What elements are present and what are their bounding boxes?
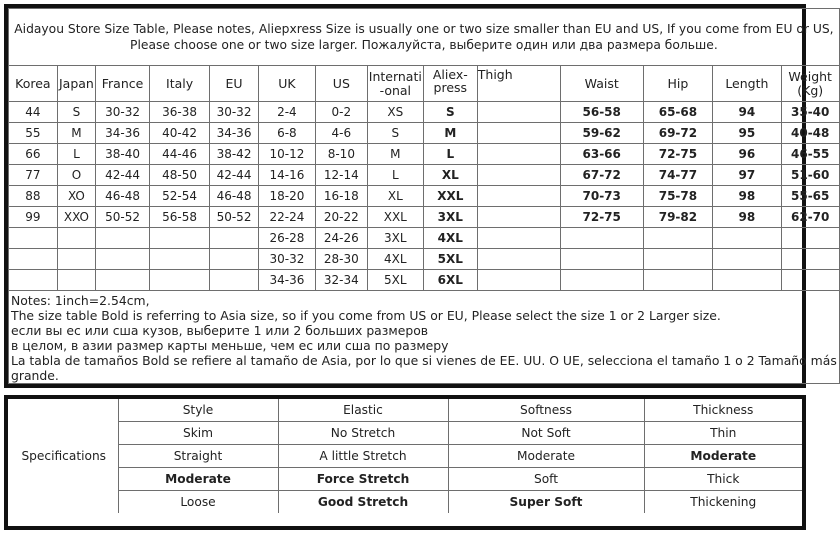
cell-hip xyxy=(643,249,712,270)
header-international-line2: -onal xyxy=(379,82,412,98)
spec-cell-softness: Not Soft xyxy=(448,422,644,445)
cell-korea xyxy=(9,228,58,249)
cell-eu xyxy=(210,228,259,249)
cell-waist: 56-58 xyxy=(560,102,643,123)
cell-korea: 77 xyxy=(9,165,58,186)
cell-hip: 79-82 xyxy=(643,207,712,228)
cell-waist: 59-62 xyxy=(560,123,643,144)
cell-length xyxy=(713,228,781,249)
cell-waist: 63-66 xyxy=(560,144,643,165)
cell-waist xyxy=(560,270,643,291)
cell-thigh xyxy=(477,270,560,291)
spec-cell-thickness: Moderate xyxy=(644,445,802,468)
cell-length: 96 xyxy=(713,144,781,165)
cell-italy: 48-50 xyxy=(150,165,210,186)
cell-hip: 65-68 xyxy=(643,102,712,123)
cell-weight: 62-70 xyxy=(781,207,839,228)
cell-italy: 36-38 xyxy=(150,102,210,123)
spec-cell-elastic: Good Stretch xyxy=(278,491,448,514)
cell-aliexpress: L xyxy=(423,144,477,165)
cell-length xyxy=(713,249,781,270)
cell-japan: S xyxy=(57,102,95,123)
spec-row xyxy=(10,399,802,422)
cell-intl: XS xyxy=(367,102,423,123)
cell-korea xyxy=(9,270,58,291)
title-line: Aidayou Store Size Table, Please notes, Aliepxress Size is usually one or two size smaller than EU and US, If you come from EU or US, xyxy=(14,22,834,36)
cell-aliexpress: 6XL xyxy=(423,270,477,291)
spec-cell-style: Loose xyxy=(118,491,278,514)
cell-us: 8-10 xyxy=(315,144,367,165)
table-row xyxy=(9,249,840,270)
cell-eu: 30-32 xyxy=(210,102,259,123)
cell-intl: 5XL xyxy=(367,270,423,291)
cell-aliexpress: 5XL xyxy=(423,249,477,270)
cell-waist: 72-75 xyxy=(560,207,643,228)
header-japan: Japan xyxy=(57,66,95,102)
spec-cell-thickness: Thickening xyxy=(644,491,802,514)
spec-cell-style: Moderate xyxy=(118,468,278,491)
cell-us: 0-2 xyxy=(315,102,367,123)
cell-eu: 34-36 xyxy=(210,123,259,144)
note-line: The size table Bold is referring to Asia size, so if you come from US or EU, Please select the size 1 or 2 Larger size. xyxy=(11,308,721,323)
table-row xyxy=(9,102,840,123)
cell-aliexpress: 4XL xyxy=(423,228,477,249)
cell-length xyxy=(713,270,781,291)
cell-intl: 4XL xyxy=(367,249,423,270)
cell-uk: 22-24 xyxy=(258,207,315,228)
cell-intl: L xyxy=(367,165,423,186)
header-waist: Waist xyxy=(560,66,643,102)
spec-cell-softness: Soft xyxy=(448,468,644,491)
table-row xyxy=(9,228,840,249)
spec-cell-softness: Super Soft xyxy=(448,491,644,514)
table-row xyxy=(9,270,840,291)
cell-thigh xyxy=(477,144,560,165)
cell-intl: S xyxy=(367,123,423,144)
cell-japan xyxy=(57,270,95,291)
cell-uk: 14-16 xyxy=(258,165,315,186)
cell-thigh xyxy=(477,228,560,249)
header-thigh: Thigh xyxy=(477,66,560,102)
cell-thigh xyxy=(477,249,560,270)
specifications-label: Specifications xyxy=(10,399,118,513)
header-international xyxy=(367,66,423,102)
cell-italy: 40-42 xyxy=(150,123,210,144)
specifications-table xyxy=(10,399,802,513)
spec-row xyxy=(10,445,802,468)
cell-uk: 2-4 xyxy=(258,102,315,123)
cell-italy xyxy=(150,249,210,270)
cell-hip xyxy=(643,270,712,291)
spec-cell-thickness: Thick xyxy=(644,468,802,491)
cell-japan: L xyxy=(57,144,95,165)
spec-row xyxy=(10,468,802,491)
cell-hip: 72-75 xyxy=(643,144,712,165)
cell-france: 38-40 xyxy=(96,144,150,165)
cell-waist: 70-73 xyxy=(560,186,643,207)
spec-cell-softness: Moderate xyxy=(448,445,644,468)
spec-cell-elastic: A little Stretch xyxy=(278,445,448,468)
note-line: La tabla de tamaños Bold se refiere al tamaño de Asia, por lo que si vienes de EE. UU. O UE, selecciona el tamaño 1 o 2 Tamaño más xyxy=(11,353,837,368)
header-eu: EU xyxy=(210,66,259,102)
header-us: US xyxy=(315,66,367,102)
cell-italy: 52-54 xyxy=(150,186,210,207)
header-international-line1: Internati xyxy=(368,68,422,84)
cell-waist xyxy=(560,228,643,249)
cell-hip: 74-77 xyxy=(643,165,712,186)
cell-uk: 30-32 xyxy=(258,249,315,270)
cell-weight xyxy=(781,249,839,270)
table-row xyxy=(9,207,840,228)
header-weight-line2: (Kg) xyxy=(797,82,824,98)
cell-waist xyxy=(560,249,643,270)
cell-korea xyxy=(9,249,58,270)
spec-row xyxy=(10,422,802,445)
spec-cell-thickness: Thin xyxy=(644,422,802,445)
cell-france: 50-52 xyxy=(96,207,150,228)
cell-thigh xyxy=(477,165,560,186)
cell-aliexpress: XL xyxy=(423,165,477,186)
cell-hip: 69-72 xyxy=(643,123,712,144)
cell-weight: 51-60 xyxy=(781,165,839,186)
spec-cell-style: Straight xyxy=(118,445,278,468)
cell-length: 94 xyxy=(713,102,781,123)
table-row xyxy=(9,123,840,144)
cell-eu: 46-48 xyxy=(210,186,259,207)
cell-weight xyxy=(781,270,839,291)
cell-hip: 75-78 xyxy=(643,186,712,207)
notes xyxy=(9,291,840,384)
cell-france xyxy=(96,270,150,291)
cell-us: 24-26 xyxy=(315,228,367,249)
cell-us: 20-22 xyxy=(315,207,367,228)
table-row xyxy=(9,165,840,186)
header-korea: Korea xyxy=(9,66,58,102)
cell-japan: O xyxy=(57,165,95,186)
table-title xyxy=(9,9,840,66)
title-line: Please choose one or two size larger. Пожалуйста, выберите один или два размера больше. xyxy=(130,38,718,52)
cell-intl: 3XL xyxy=(367,228,423,249)
spec-cell-thickness: Thickness xyxy=(644,399,802,422)
cell-japan xyxy=(57,249,95,270)
cell-italy: 56-58 xyxy=(150,207,210,228)
cell-france: 30-32 xyxy=(96,102,150,123)
cell-france: 46-48 xyxy=(96,186,150,207)
size-table xyxy=(8,8,840,384)
cell-korea: 44 xyxy=(9,102,58,123)
cell-korea: 55 xyxy=(9,123,58,144)
cell-weight: 55-65 xyxy=(781,186,839,207)
note-line: если вы ес или сша кузов, выберите 1 или 2 больших размеров xyxy=(11,323,429,338)
cell-france xyxy=(96,249,150,270)
cell-eu: 50-52 xyxy=(210,207,259,228)
cell-italy: 44-46 xyxy=(150,144,210,165)
cell-uk: 34-36 xyxy=(258,270,315,291)
cell-eu xyxy=(210,270,259,291)
cell-france: 34-36 xyxy=(96,123,150,144)
note-line: grande. xyxy=(11,368,59,383)
spec-cell-style: Skim xyxy=(118,422,278,445)
table-row xyxy=(9,144,840,165)
cell-korea: 88 xyxy=(9,186,58,207)
cell-uk: 10-12 xyxy=(258,144,315,165)
cell-hip xyxy=(643,228,712,249)
cell-thigh xyxy=(477,186,560,207)
cell-aliexpress: M xyxy=(423,123,477,144)
cell-uk: 26-28 xyxy=(258,228,315,249)
spec-row xyxy=(10,491,802,514)
header-aliexpress: Aliex-press xyxy=(423,66,477,102)
cell-weight: 35-40 xyxy=(781,102,839,123)
header-uk: UK xyxy=(258,66,315,102)
cell-length: 98 xyxy=(713,207,781,228)
cell-france xyxy=(96,228,150,249)
cell-japan: XO xyxy=(57,186,95,207)
note-line: Notes: 1inch=2.54cm, xyxy=(11,293,150,308)
cell-us: 32-34 xyxy=(315,270,367,291)
header-length: Length xyxy=(713,66,781,102)
cell-eu: 38-42 xyxy=(210,144,259,165)
cell-thigh xyxy=(477,102,560,123)
spec-cell-elastic: No Stretch xyxy=(278,422,448,445)
cell-aliexpress: XXL xyxy=(423,186,477,207)
cell-intl: XL xyxy=(367,186,423,207)
cell-length: 98 xyxy=(713,186,781,207)
header-weight xyxy=(781,66,839,102)
spec-cell-style: Style xyxy=(118,399,278,422)
note-line: в целом, в азии размер карты меньше, чем ес или сша по размеру xyxy=(11,338,449,353)
cell-italy xyxy=(150,270,210,291)
header-weight-line1: Weight xyxy=(788,68,832,84)
cell-italy xyxy=(150,228,210,249)
spec-cell-elastic: Force Stretch xyxy=(278,468,448,491)
spec-cell-elastic: Elastic xyxy=(278,399,448,422)
cell-intl: XXL xyxy=(367,207,423,228)
header-hip: Hip xyxy=(643,66,712,102)
cell-japan xyxy=(57,228,95,249)
cell-weight: 46-55 xyxy=(781,144,839,165)
cell-eu: 42-44 xyxy=(210,165,259,186)
cell-us: 12-14 xyxy=(315,165,367,186)
cell-thigh xyxy=(477,207,560,228)
header-italy: Italy xyxy=(150,66,210,102)
cell-waist: 67-72 xyxy=(560,165,643,186)
cell-intl: M xyxy=(367,144,423,165)
cell-france: 42-44 xyxy=(96,165,150,186)
cell-eu xyxy=(210,249,259,270)
header-france: France xyxy=(96,66,150,102)
specifications-panel xyxy=(4,395,806,530)
cell-weight xyxy=(781,228,839,249)
cell-korea: 99 xyxy=(9,207,58,228)
cell-us: 16-18 xyxy=(315,186,367,207)
cell-aliexpress: S xyxy=(423,102,477,123)
cell-weight: 40-48 xyxy=(781,123,839,144)
cell-length: 97 xyxy=(713,165,781,186)
cell-japan: XXO xyxy=(57,207,95,228)
cell-us: 28-30 xyxy=(315,249,367,270)
cell-japan: M xyxy=(57,123,95,144)
cell-korea: 66 xyxy=(9,144,58,165)
size-table-panel xyxy=(4,4,837,388)
cell-thigh xyxy=(477,123,560,144)
cell-aliexpress: 3XL xyxy=(423,207,477,228)
cell-us: 4-6 xyxy=(315,123,367,144)
cell-uk: 6-8 xyxy=(258,123,315,144)
spec-cell-softness: Softness xyxy=(448,399,644,422)
cell-uk: 18-20 xyxy=(258,186,315,207)
cell-length: 95 xyxy=(713,123,781,144)
table-row xyxy=(9,186,840,207)
